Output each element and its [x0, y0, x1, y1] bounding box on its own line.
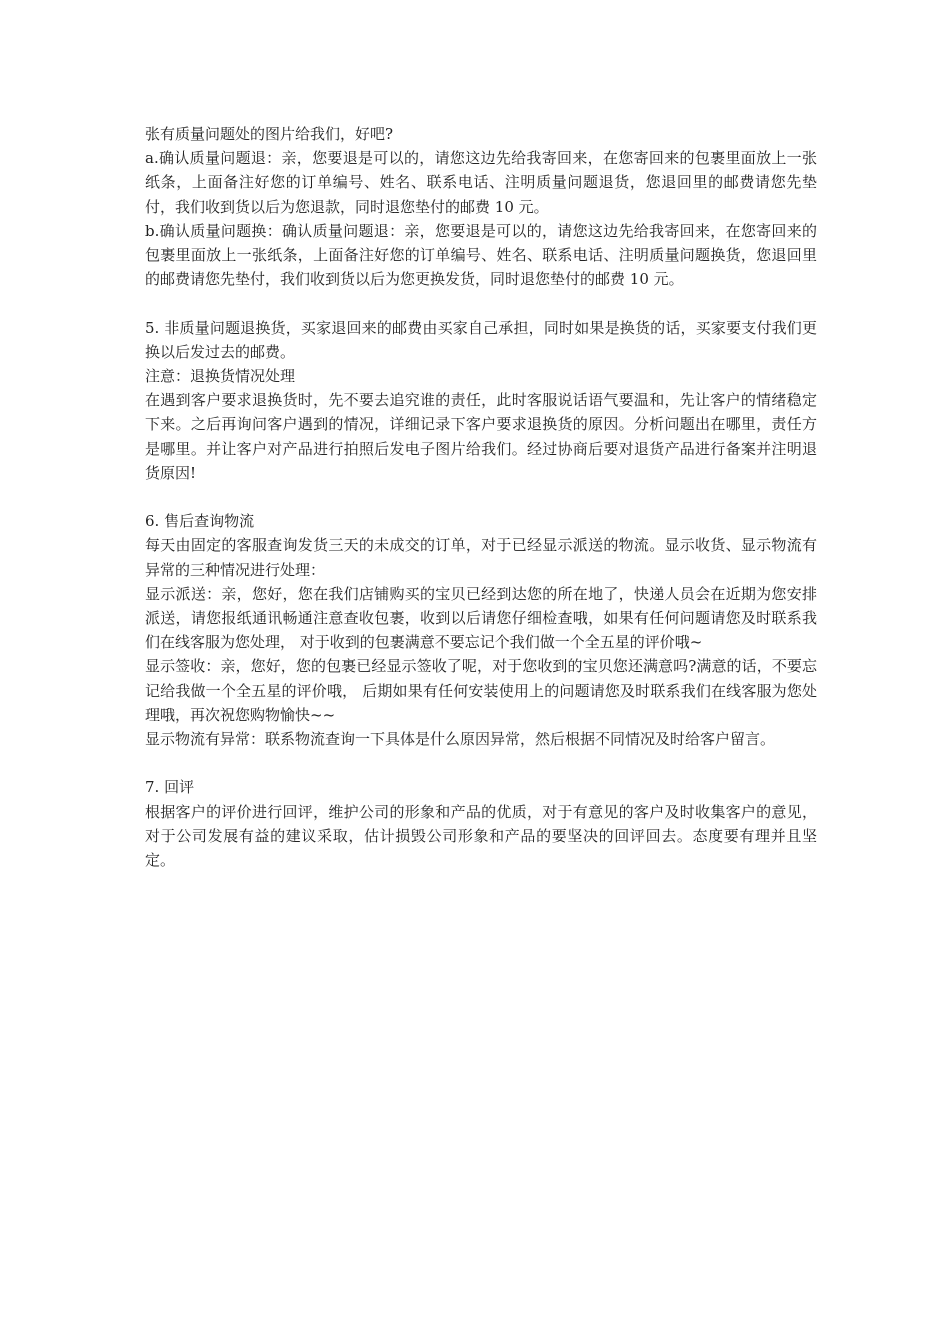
- paragraph-spacer: [145, 751, 817, 775]
- section-6-heading: 6. 售后查询物流: [145, 512, 255, 531]
- section-5-heading: 5. 非质量问题退换货，买家退回来的邮费由买家自己承担，同时如果是换货的话，买家要支付我们更换以后发过去的邮费。: [145, 318, 817, 361]
- document-body: [145, 122, 817, 872]
- paragraph-return-handling: 在遇到客户要求退换货时，先不要去追究谁的责任，此时客服说话语气要温和，先让客户的情绪稳定下来。之后再询问客户遇到的情况，详细记录下客户要求退换货的原因。分析问题出在哪里，责任方是哪里。并让客户对产品进行拍照后发电子图片给我们。经过协商后要对退货产品进行备案并注明退货原因!: [145, 391, 817, 482]
- paragraph-photo-request: 张有质量问题处的图片给我们，好吧?: [145, 125, 394, 143]
- paragraph-quality-exchange: b.确认质量问题换：确认质量问题退：亲，您要退是可以的，请您这边先给我寄回来，在您寄回来的包裹里面放上一张纸条，上面备注好您的订单编号、姓名、联系电话、注明质量问题换货，您退回里的邮费请您先垫付，我们收到货以后为您更换发货，同时退您垫付的邮费 10 元。: [145, 221, 817, 289]
- paragraph-logistics-abnormal: 显示物流有异常：联系物流查询一下具体是什么原因异常，然后根据不同情况及时给客户留言。: [145, 730, 776, 749]
- paragraph-spacer: [145, 291, 817, 315]
- note-heading: 注意：退换货情况处理: [145, 367, 296, 386]
- paragraph-signed-shown: 显示签收：亲，您好，您的包裹已经显示签收了呢，对于您收到的宝贝您还满意吗?满意的话，不要忘记给我做一个全五星的评价哦， 后期如果有任何安装使用上的问题请您及时联系我们在线客服为您处理哦，再次祝您购物愉快~~: [145, 657, 817, 724]
- paragraph-quality-return: a.确认质量问题退：亲，您要退是可以的，请您这边先给我寄回来，在您寄回来的包裹里面放上一张纸条，上面备注好您的订单编号、姓名、联系电话、注明质量问题退货，您退回里的邮费请您先垫付，我们收到货以后为您退款，同时退您垫付的邮费 10 元。: [145, 149, 817, 216]
- paragraph-dispatch-shown: 显示派送：亲，您好，您在我们店铺购买的宝贝已经到达您的所在地了，快递人员会在近期为您安排派送，请您报纸通讯畅通注意查收包裹，收到以后请您仔细检查哦，如果有任何问题请您及时联系我们在线客服为您处理， 对于收到的包裹满意不要忘记个我们做一个全五星的评价哦~: [145, 584, 817, 652]
- paragraph-logistics-intro: 每天由固定的客服查询发货三天的未成交的订单，对于已经显示派送的物流。显示收货、显示物流有异常的三种情况进行处理：: [145, 536, 817, 579]
- section-7-heading: 7. 回评: [145, 778, 195, 797]
- paragraph-review-reply: 根据客户的评价进行回评，维护公司的形象和产品的优质，对于有意见的客户及时收集客户的意见，对于公司发展有益的建议采取，估计损毁公司形象和产品的要坚决的回评回去。态度要有理并且坚定。: [145, 802, 817, 870]
- paragraph-spacer: [145, 485, 817, 509]
